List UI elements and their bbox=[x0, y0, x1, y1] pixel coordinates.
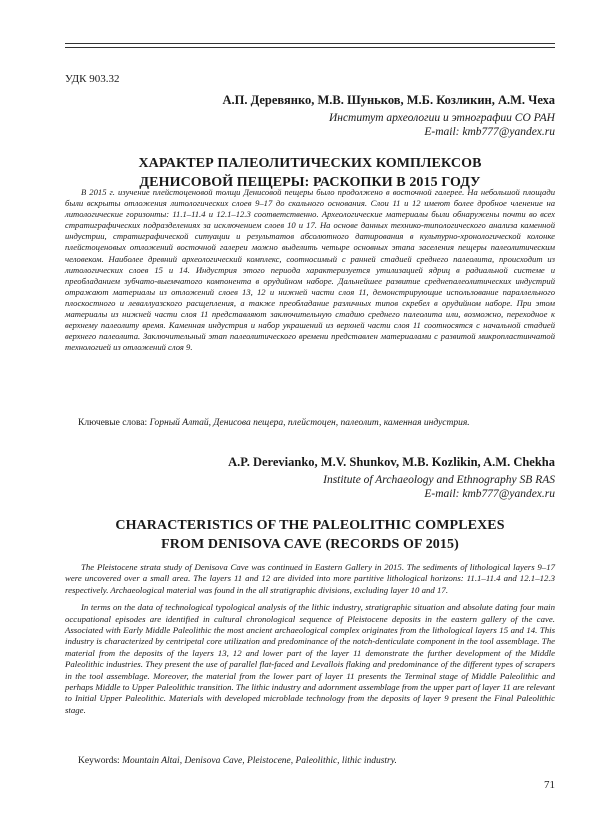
en-keywords bbox=[78, 756, 397, 766]
en-title-line2: FROM DENISOVA CAVE (RECORDS OF 2015) bbox=[161, 537, 459, 552]
en-abstract bbox=[65, 562, 555, 716]
udk-code: УДК 903.32 bbox=[65, 73, 120, 85]
ru-title-line2: ДЕНИСОВОЙ ПЕЩЕРЫ: РАСКОПКИ В 2015 ГОДУ bbox=[139, 175, 481, 190]
ru-institute: Институт археологии и этнографии СО РАН bbox=[328, 112, 555, 124]
ru-authors: А.П. Деревянко, М.В. Шуньков, М.Б. Козликин, А.М. Чеха bbox=[222, 93, 555, 107]
en-authors: A.P. Derevianko, M.V. Shunkov, M.B. Kozlikin, A.M. Chekha bbox=[228, 455, 555, 469]
header-rule-top bbox=[65, 43, 555, 44]
ru-keywords-value: Горный Алтай, Денисова пещера, плейстоцен, палеолит, каменная индустрия. bbox=[149, 418, 470, 428]
header-rule-bottom bbox=[65, 47, 555, 48]
en-institute: Institute of Archaeology and Ethnography SB RAS bbox=[323, 474, 555, 486]
ru-keywords-label: Ключевые слова: bbox=[78, 418, 150, 428]
en-keywords-value: Mountain Altai, Denisova Cave, Pleistocene, Paleolithic, lithic industry. bbox=[122, 756, 397, 766]
ru-keywords bbox=[78, 418, 470, 428]
ru-abstract bbox=[65, 187, 555, 353]
en-title bbox=[65, 516, 555, 554]
page-number: 71 bbox=[544, 779, 555, 791]
ru-title-line1: ХАРАКТЕР ПАЛЕОЛИТИЧЕСКИХ КОМПЛЕКСОВ bbox=[138, 156, 482, 171]
ru-abstract-text: В 2015 г. изучение плейстоценовой толщи Денисовой пещеры было продолжено в восточной галерее. На небольшой площади были вскрыты отложения литологических слоев 9–17 до скального основания. Слои 11 и 12 имеют более дробное членение на литологические горизонты: 11.1–11.4 и 12.1–12.3 соответственно. Археологические материалы были обнаружены почти во всех стратиграфических подразделениях за исключением слоев 10 и 17. На основе данных технико-типологического анализа каменной индустрии, стратиграфической ситуации и результатов абсолютного датирования в культурно-хронологической колонке плейстоценовых отложений восточной галереи можно выделить четыре основных этапа заселения пещеры палеолитическим человеком. Наиболее древний археологический комплекс, соотносимый с ранней стадией среднего палеолита, происходит из литологических слоев 15 и 14. Индустрия этого периода характеризуется утилизацией ядриц в радиальной системе и преобладанием зубчато-выемчатого компонента в орудийном наборе. Дальнейшее развитие среднепалеолитических индустрий отражают материалы из отложений слоев 13, 12 и нижней части слоя 11, демонстрирующие использование параллельного плоскостного и леваллуазского расщепления, а также преобладание различных типов скребел в орудийном наборе. При этом материалы из нижней части слоя 11 представляют заключительную стадию среднего палеолита или, возможно, переходное к верхнему палеолиту время. Каменная индустрия и набор украшений из верхней части слоя 11 соотносятся с начальной стадией верхнего палеолита. Заключительный этап палеолитического времени представлен материалами с развитой микропластинчатой технологией из отложений слоя 9. bbox=[65, 187, 555, 353]
en-keywords-label: Keywords: bbox=[78, 756, 123, 766]
en-title-line1: CHARACTERISTICS OF THE PALEOLITHIC COMPLEXES bbox=[115, 518, 505, 533]
ru-email: E-mail: kmb777@yandex.ru bbox=[424, 126, 555, 138]
en-affiliation bbox=[323, 473, 555, 501]
en-abstract-p1: The Pleistocene strata study of Denisova Cave was continued in Eastern Gallery in 2015. The sediments of lithological layers 9–17 were uncovered over a small area. The layers 11 and 12 are divided into more partitive lithological horizons: 11.1–11.4 and 12.1–12.3 respectively. Archaeological material was found in the all stratigraphic divisions, excluding layer 10 and 17. bbox=[65, 562, 555, 595]
en-email: E-mail: kmb777@yandex.ru bbox=[424, 488, 555, 500]
en-abstract-p2: In terms on the data of technological typological analysis of the lithic industry, stratigraphic situation and absolute dating four main occupational episodes are identified in cultural chronological sequence of Pleistocene deposits in the eastern gallery of the cave. Associated with Early Middle Paleolithic the most ancient archaeological complex originates from the lithological layers 15 and 14. This industry is characterized by centripetal core utilization and predominance of the notch-denticulate component in the tool assemblage. The material from the deposits of the layers 13, 12 and lower part of the layer 11 demonstrate the further development of the Middle Paleolithic industries. They present the use of parallel flat-faced and Levallois flaking and predominance of the different types of scrapers in the tool assemblage. Moreover, the material from the lower part of layer 11 presents the Terminal stage of Middle Paleolithic and perhaps Middle to Upper Paleolithic transition. The lithic industry and adornment assemblage from the upper part of layer 11 are relevant to Initial Upper Paleolithic. Materials with developed microblade technology from the deposits of layer 9 present the Final Paleolithic stage. bbox=[65, 602, 555, 715]
ru-affiliation bbox=[329, 111, 555, 139]
